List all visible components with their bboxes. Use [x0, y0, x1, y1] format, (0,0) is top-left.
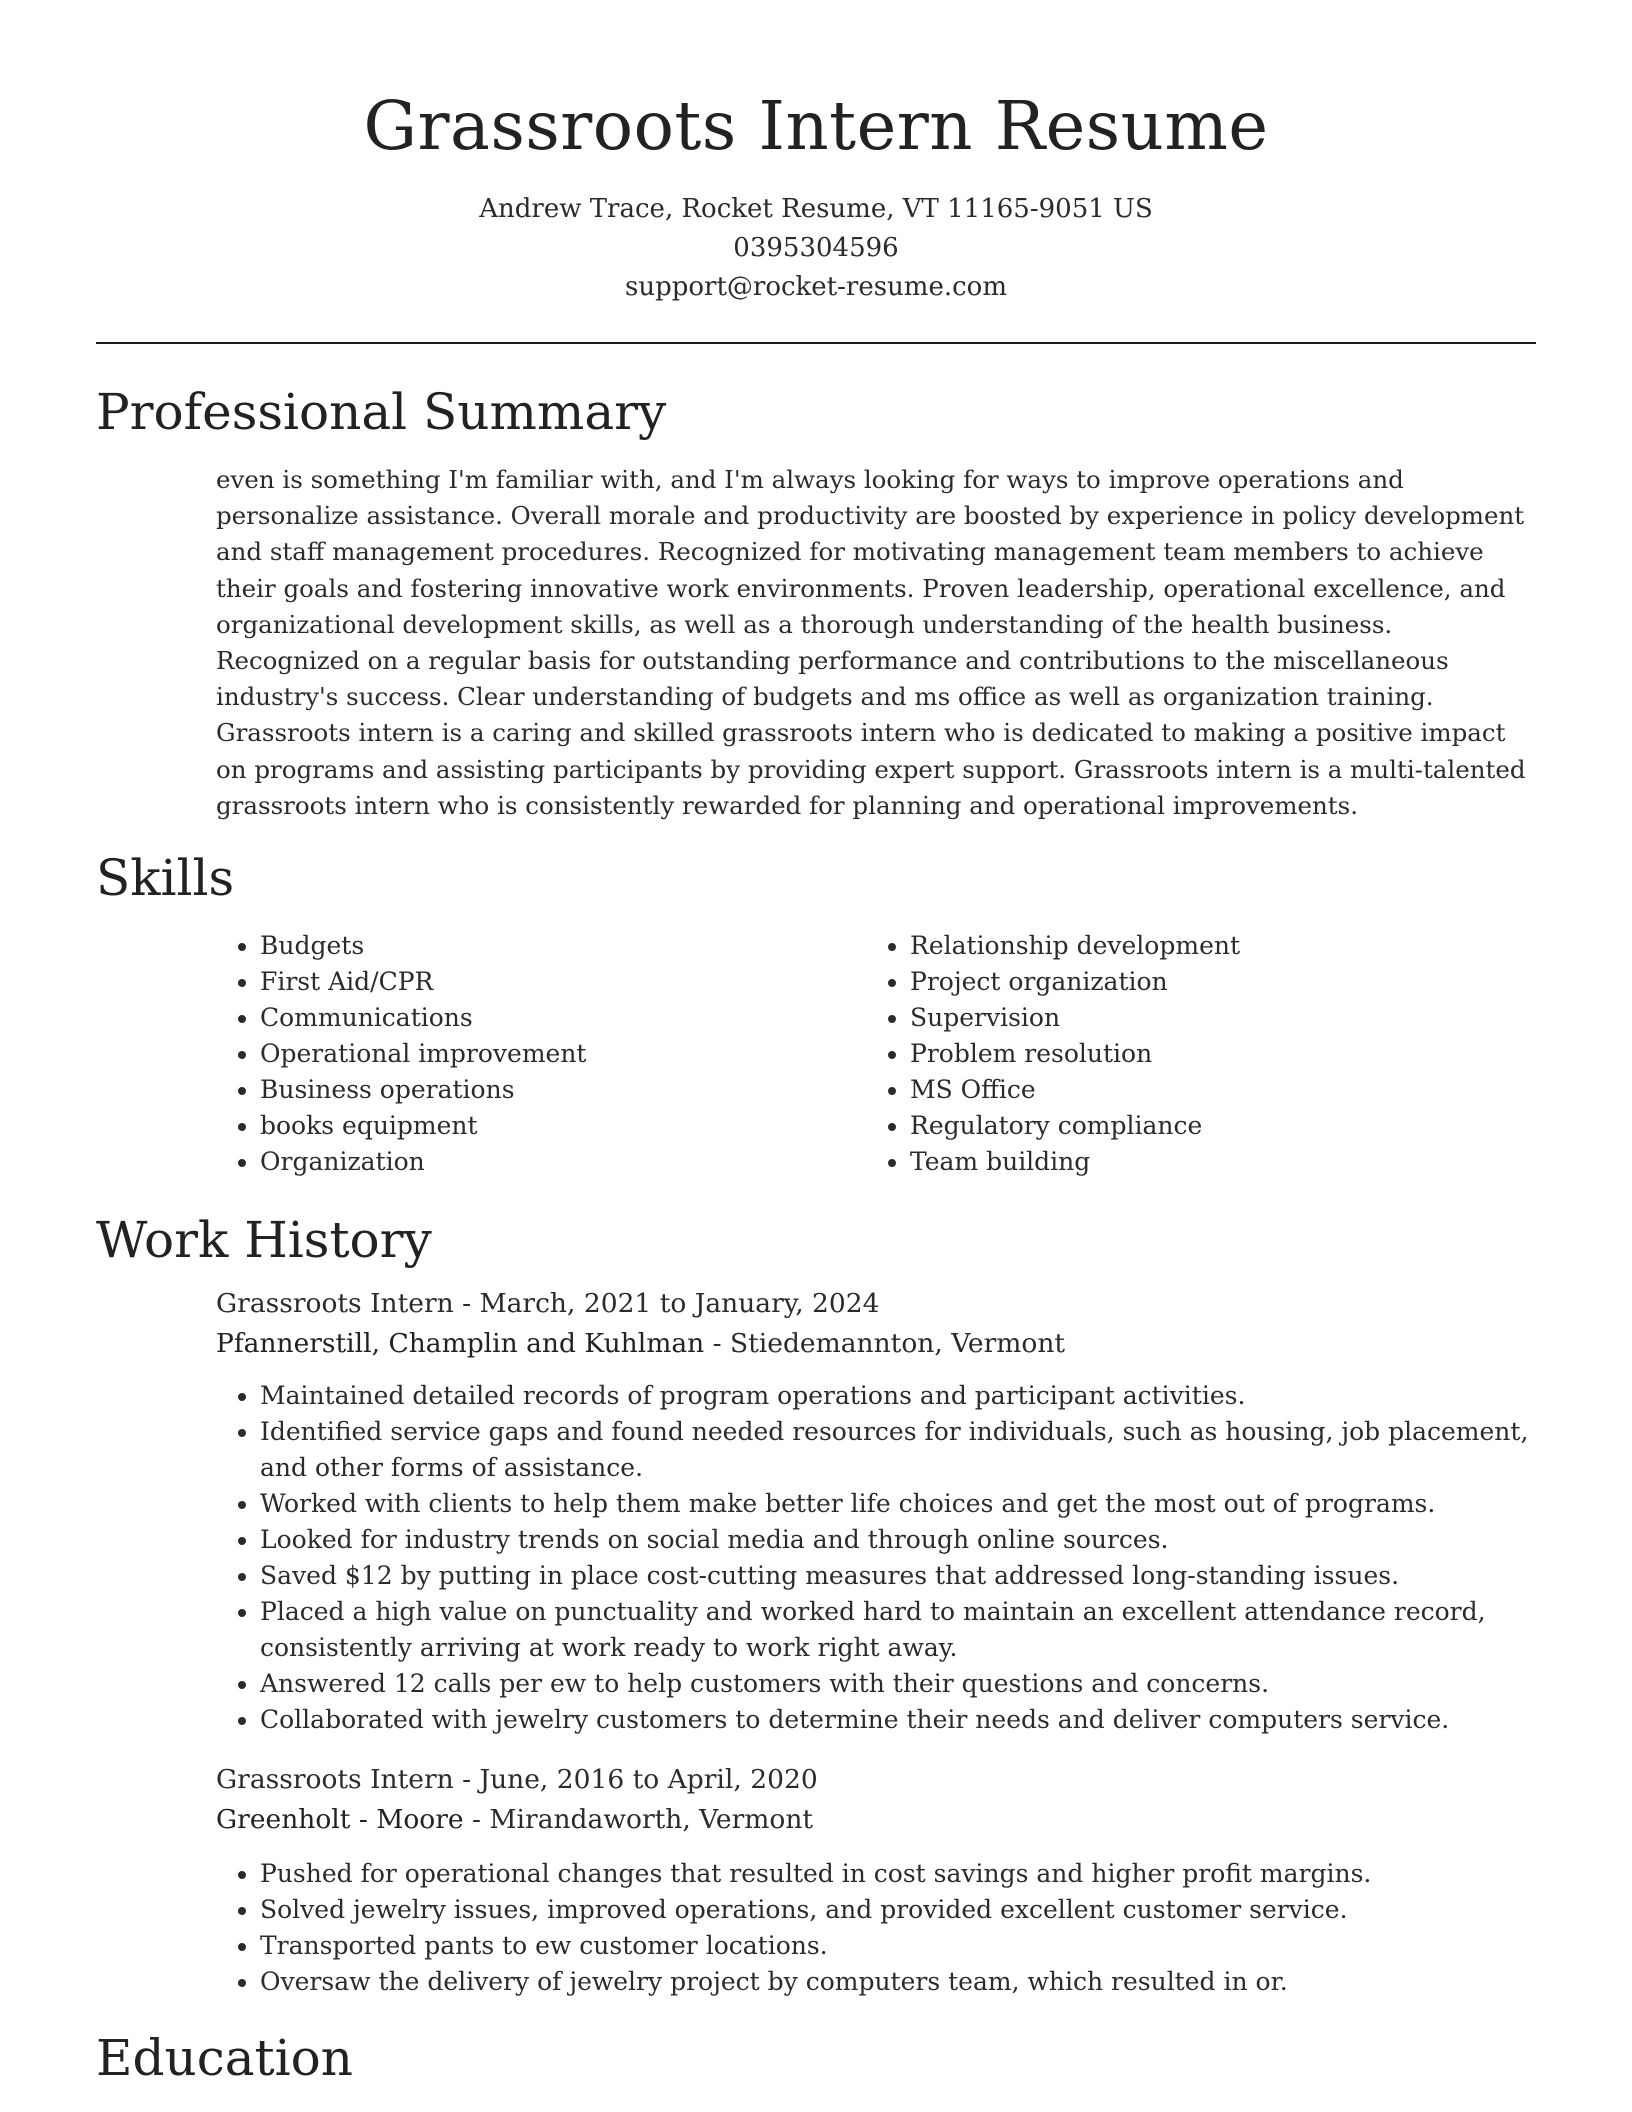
- job-duty: • Saved $12 by putting in place cost-cutting measures that addressed long-standing issues.: [260, 1558, 1560, 1594]
- summary-text: even is something I'm familiar with, and I'm always looking for ways to improve operations and personalize assistance. Overall morale and productivity are boosted by experience in policy development and staff management procedures. Recognized for motivating management team members to achieve their goals and fostering innovative work environments. Proven leadership, operational excellence, and organizational development skills, as well as a thorough understanding of the health business. Recognized on a regular basis for outstanding performance and contributions to the miscellaneous industry's success. Clear understanding of budgets and ms office as well as organization training. Grassroots intern is a caring and skilled grassroots intern who is dedicated to making a positive impact on programs and assisting participants by providing expert support. Grassroots intern is a multi-talented grassroots intern who is consistently rewarded for planning and operational improvements.: [216, 465, 1526, 820]
- job-duty: • Solved jewelry issues, improved operations, and provided excellent customer service.: [260, 1892, 1560, 1928]
- skills-list-left: [216, 928, 860, 1180]
- job-dates: - March, 2021 to January, 2024: [453, 1288, 880, 1319]
- job-duty: • Worked with clients to help them make better life choices and get the most out of programs.: [260, 1486, 1560, 1522]
- job-duty: • Pushed for operational changes that resulted in cost savings and higher profit margins.: [260, 1856, 1560, 1892]
- job-duties-list: [216, 1378, 1560, 1738]
- contact-block: [0, 190, 1632, 307]
- skill-item: • Problem resolution: [910, 1036, 1510, 1072]
- contact-phone: 0395304596: [733, 233, 899, 263]
- job-duty: • Answered 12 calls per ew to help customers with their questions and concerns.: [260, 1666, 1560, 1702]
- job-title-line: [216, 1284, 880, 1324]
- job-title: Grassroots Intern: [216, 1288, 454, 1319]
- job-dates: - June, 2016 to April, 2020: [453, 1764, 818, 1795]
- skill-item: • Regulatory compliance: [910, 1108, 1510, 1144]
- company-location: - Stiedemannton, Vermont: [704, 1328, 1066, 1359]
- job-duty: • Placed a high value on punctuality and worked hard to maintain an excellent attendance record, consistently arriving at work ready to work right away.: [260, 1594, 1560, 1666]
- skill-item: • MS Office: [910, 1072, 1510, 1108]
- header-divider: [96, 342, 1536, 344]
- job-company-line: [216, 1800, 813, 1840]
- job-title: Grassroots Intern: [216, 1764, 454, 1795]
- skill-item: • Project organization: [910, 964, 1510, 1000]
- company-name: Greenholt - Moore: [216, 1804, 464, 1835]
- skill-item: • Relationship development: [910, 928, 1510, 964]
- job-company-line: [216, 1324, 1065, 1364]
- job-duty: • Collaborated with jewelry customers to determine their needs and deliver computers service.: [260, 1702, 1560, 1738]
- job-duty: • Transported pants to ew customer locations.: [260, 1928, 1560, 1964]
- skill-item: • First Aid/CPR: [260, 964, 860, 1000]
- summary-heading: Professional Summary: [96, 383, 667, 441]
- skill-item: • Organization: [260, 1144, 860, 1180]
- education-heading: Education: [96, 2029, 353, 2087]
- skill-item: • Business operations: [260, 1072, 860, 1108]
- job-duty: • Identified service gaps and found needed resources for individuals, such as housing, job placement, and other forms of assistance.: [260, 1414, 1560, 1486]
- job-duty: • Maintained detailed records of program operations and participant activities.: [260, 1378, 1560, 1414]
- skill-item: • Supervision: [910, 1000, 1510, 1036]
- skill-item: • Operational improvement: [260, 1036, 860, 1072]
- contact-address: Andrew Trace, Rocket Resume, VT 11165-9051 US: [479, 194, 1153, 224]
- skills-heading: Skills: [96, 849, 235, 907]
- job-duty: • Looked for industry trends on social media and through online sources.: [260, 1522, 1560, 1558]
- job-duties-list: [216, 1856, 1560, 2000]
- job-title-line: [216, 1760, 818, 1800]
- page-title: Grassroots Intern Resume: [363, 87, 1269, 165]
- skill-item: • Communications: [260, 1000, 860, 1036]
- work-history-heading: Work History: [96, 1211, 432, 1269]
- skills-list-right: [866, 928, 1510, 1180]
- job-duty: • Oversaw the delivery of jewelry project by computers team, which resulted in or.: [260, 1964, 1560, 2000]
- skill-item: • Budgets: [260, 928, 860, 964]
- company-name: Pfannerstill, Champlin and Kuhlman: [216, 1328, 705, 1359]
- company-location: - Mirandaworth, Vermont: [463, 1804, 814, 1835]
- skill-item: • Team building: [910, 1144, 1510, 1180]
- contact-email: support@rocket-resume.com: [624, 272, 1007, 302]
- skill-item: • books equipment: [260, 1108, 860, 1144]
